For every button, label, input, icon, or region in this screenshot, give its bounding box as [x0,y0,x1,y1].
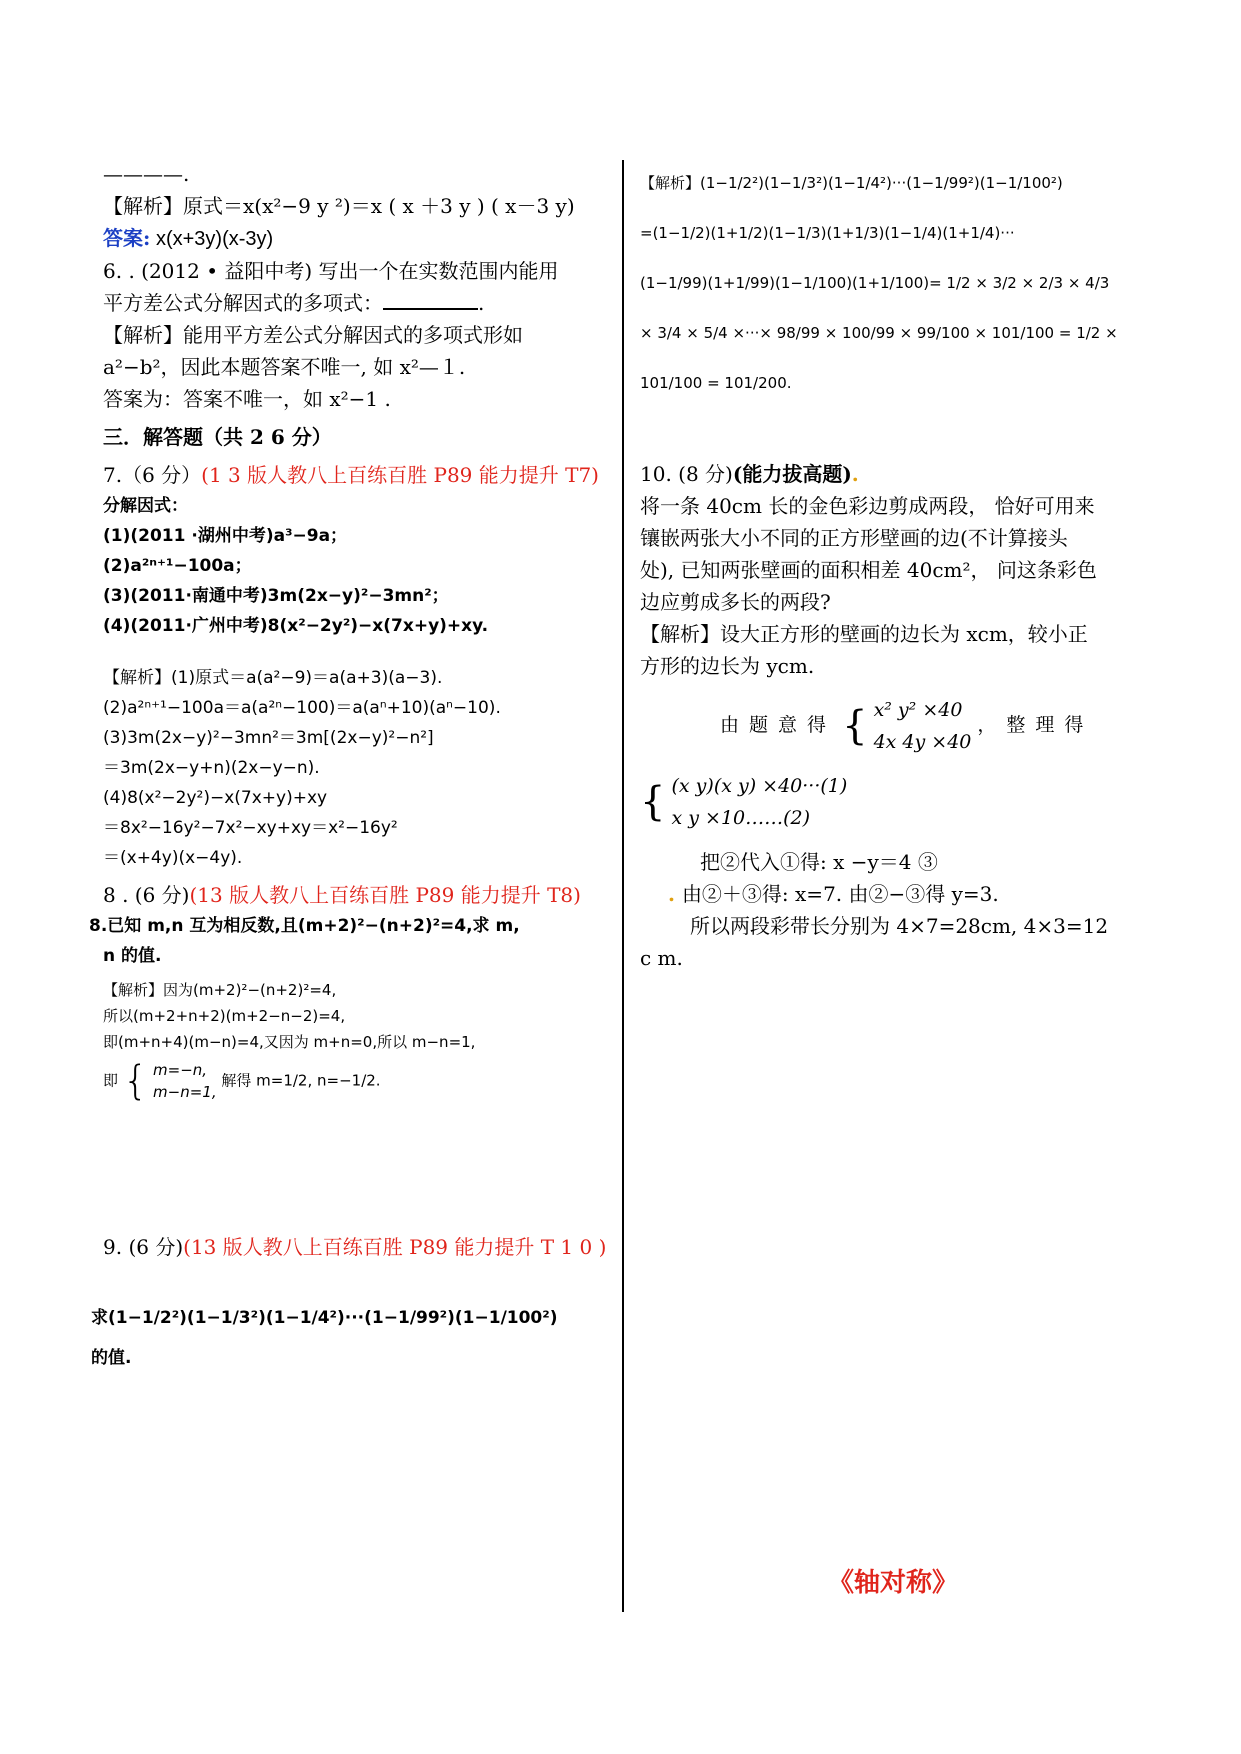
q8-system-lines [153,1059,217,1103]
system-line: x y ×10……(2) [671,807,811,829]
q10-problem-line: 边应剪成多长的两段? [640,590,831,614]
answer-value: x(x+3y)(x-3y) [150,228,274,250]
system-line: m=−n, [153,1061,208,1079]
q10-problem-line: 处), 已知两张壁画的面积相差 40cm²， 问这条彩色 [640,558,1097,582]
q7-solution-line: (2)a²ⁿ⁺¹−100a＝a(a²ⁿ−100)＝a(aⁿ+10)(aⁿ−10). [103,698,501,718]
q7-item: (4)(2011·广州中考)8(x²−2y²)−x(7x+y)+xy. [103,616,489,636]
q10-analysis-line: 方形的边长为 ycm. [640,654,815,678]
q5-analysis: 【解析】原式＝x(x²−9 y ²)＝x ( x ＋3 y ) ( x－3 y) [103,194,575,218]
q8-solution-line: 【解析】因为(m+2)²−(n+2)²=4, [103,981,337,999]
q10-head: 10. (8 分) [640,462,733,486]
q9-heading [103,1231,615,1263]
system-line: m−n=1, [153,1083,217,1101]
rearranged-system-lines [672,770,848,834]
left-brace-icon: { [842,703,868,749]
q10-step [640,878,1160,910]
left-brace-icon: { [122,1058,149,1104]
system-line: 4x 4y ×40 [873,731,972,753]
q8-head: 8 . (6 分) [103,883,190,907]
mark-dot: . [668,882,682,906]
q7-solution-line: 【解析】(1)原式＝a(a²−9)＝a(a+3)(a−3). [103,668,443,688]
q10-step: 把②代入①得: x −y＝4 ③ [700,850,938,874]
mark-dot: . [851,462,859,486]
q8-source: (13 版人教八上百练百胜 P89 能力提升 T8) [189,883,581,907]
q9-problem-end: 的值. [91,1348,132,1368]
q6-analysis2: a²−b²，因此本题答案不唯一, 如 x²—１. [103,355,466,379]
q10-tag: (能力拔高题) [732,462,852,486]
q10-given-system [640,694,1160,758]
q5-answer [103,222,615,255]
q8-solution-line: 所以(m+2+n+2)(m+2−n−2)=4, [103,1007,346,1025]
q7-item: (1)(2011 ·湖州中考)a³−9a； [103,526,348,546]
q7-solution-line: (4)8(x²−2y²)−x(7x+y)+xy [103,788,328,808]
answer-label: 答案: [103,226,151,250]
system-line: x² y² ×40 [873,699,963,721]
q7-solution-line: ＝8x²−16y²−7x²−xy+xy＝x²−16y² [103,818,398,838]
right-column [640,158,1160,974]
section-3-heading: 三．解答题（共 2 6 分） [103,425,332,449]
q9-head: 9. (6 分) [103,1235,184,1259]
left-brace-icon: { [640,779,666,825]
q9-source: (13 版人教八上百练百胜 P89 能力提升 T 1 0 ) [183,1235,607,1259]
q8-problem-line: n 的值. [103,946,162,966]
q10-step: 所以两段彩带长分别为 4×7=28cm, 4×3=12 [690,914,1109,938]
column-divider [622,160,624,1612]
q7-solution-line: ＝3m(2x−y+n)(2x−y−n). [103,758,320,778]
q6-answer: 答案为：答案不唯一，如 x²−1 . [103,387,391,411]
q7-heading [103,459,615,491]
q10-problem-line: 将一条 40cm 长的金色彩边剪成两段， 恰好可用来 [640,494,1095,518]
given-system-lines [874,694,972,758]
q8-system-result: 解得 m=1/2, n=−1/2. [221,1071,381,1090]
blank-line: ————. [103,162,190,186]
q7-head: 7.（6 分） [103,463,202,487]
q8-system-prefix: 即 [103,1071,119,1090]
q8-solution-line: 即(m+n+4)(m−n)=4,又因为 m+n=0,所以 m−n=1, [103,1033,476,1051]
q7-solution-line: ＝(x+4y)(x−4y). [103,848,243,868]
q9-problem: 求(1−1/2²)(1−1/3²)(1−1/4²)···(1−1/99²)(1−1/100²) [91,1308,558,1328]
system-line: (x y)(x y) ×40···(1) [671,775,848,797]
q10-analysis-line: 【解析】设大正方形的壁画的边长为 xcm，较小正 [640,622,1088,646]
q9-solution-line: (1−1/99)(1+1/99)(1−1/100)(1+1/100)= 1/2 × 3/2 × 2/3 × 4/3 [640,274,1110,292]
q9-solution-line: × 3/4 × 5/4 ×···× 98/99 × 100/99 × 99/100 × 101/100 = 1/2 × 101/100 = 101/200. [640,324,1118,392]
q9-solution-line: =(1−1/2)(1+1/2)(1−1/3)(1+1/3)(1−1/4)(1+1/4)··· [640,224,1015,242]
left-column [89,158,615,1373]
after-label: ，整理得 [977,714,1094,736]
q6-line2-text: 平方差公式分解因式的多项式： [103,291,383,315]
q8-heading [103,879,615,911]
q10-rearranged-system [640,770,1160,834]
q8-system [103,1059,615,1103]
q6-analysis1: 【解析】能用平方差公式分解因式的多项式形如 [103,323,523,347]
q7-source: (1 3 版人教八上百练百胜 P89 能力提升 T7) [201,463,599,487]
q7-intro: 分解因式： [103,496,188,516]
given-label: 由题意得 [720,714,837,736]
q6-line1: 6. . (2012 • 益阳中考) 写出一个在实数范围内能用 [103,259,559,283]
q6-line2 [103,287,615,319]
q9-solution-line: 【解析】(1−1/2²)(1−1/3²)(1−1/4²)···(1−1/99²)(1−1/100²) [640,174,1063,192]
q10-step-text: 由②＋③得: x=7. 由②−③得 y=3. [681,882,999,906]
q6-line2-end: . [478,291,485,315]
answer-blank [383,290,478,310]
q10-problem-line: 镶嵌两张大小不同的正方形壁画的边(不计算接头 [640,526,1068,550]
q7-item: (3)(2011·南通中考)3m(2x−y)²−3mn²； [103,586,449,606]
q8-problem-line: 8.已知 m,n 互为相反数,且(m+2)²−(n+2)²=4,求 m, [89,916,520,936]
next-chapter-title: 《轴对称》 [828,1568,959,1598]
q10-heading [640,458,1160,490]
q7-solution-line: (3)3m(2x−y)²−3mn²＝3m[(2x−y)²−n²] [103,728,434,748]
q7-item: (2)a²ⁿ⁺¹−100a； [103,556,252,576]
q10-step: c m. [640,946,683,970]
